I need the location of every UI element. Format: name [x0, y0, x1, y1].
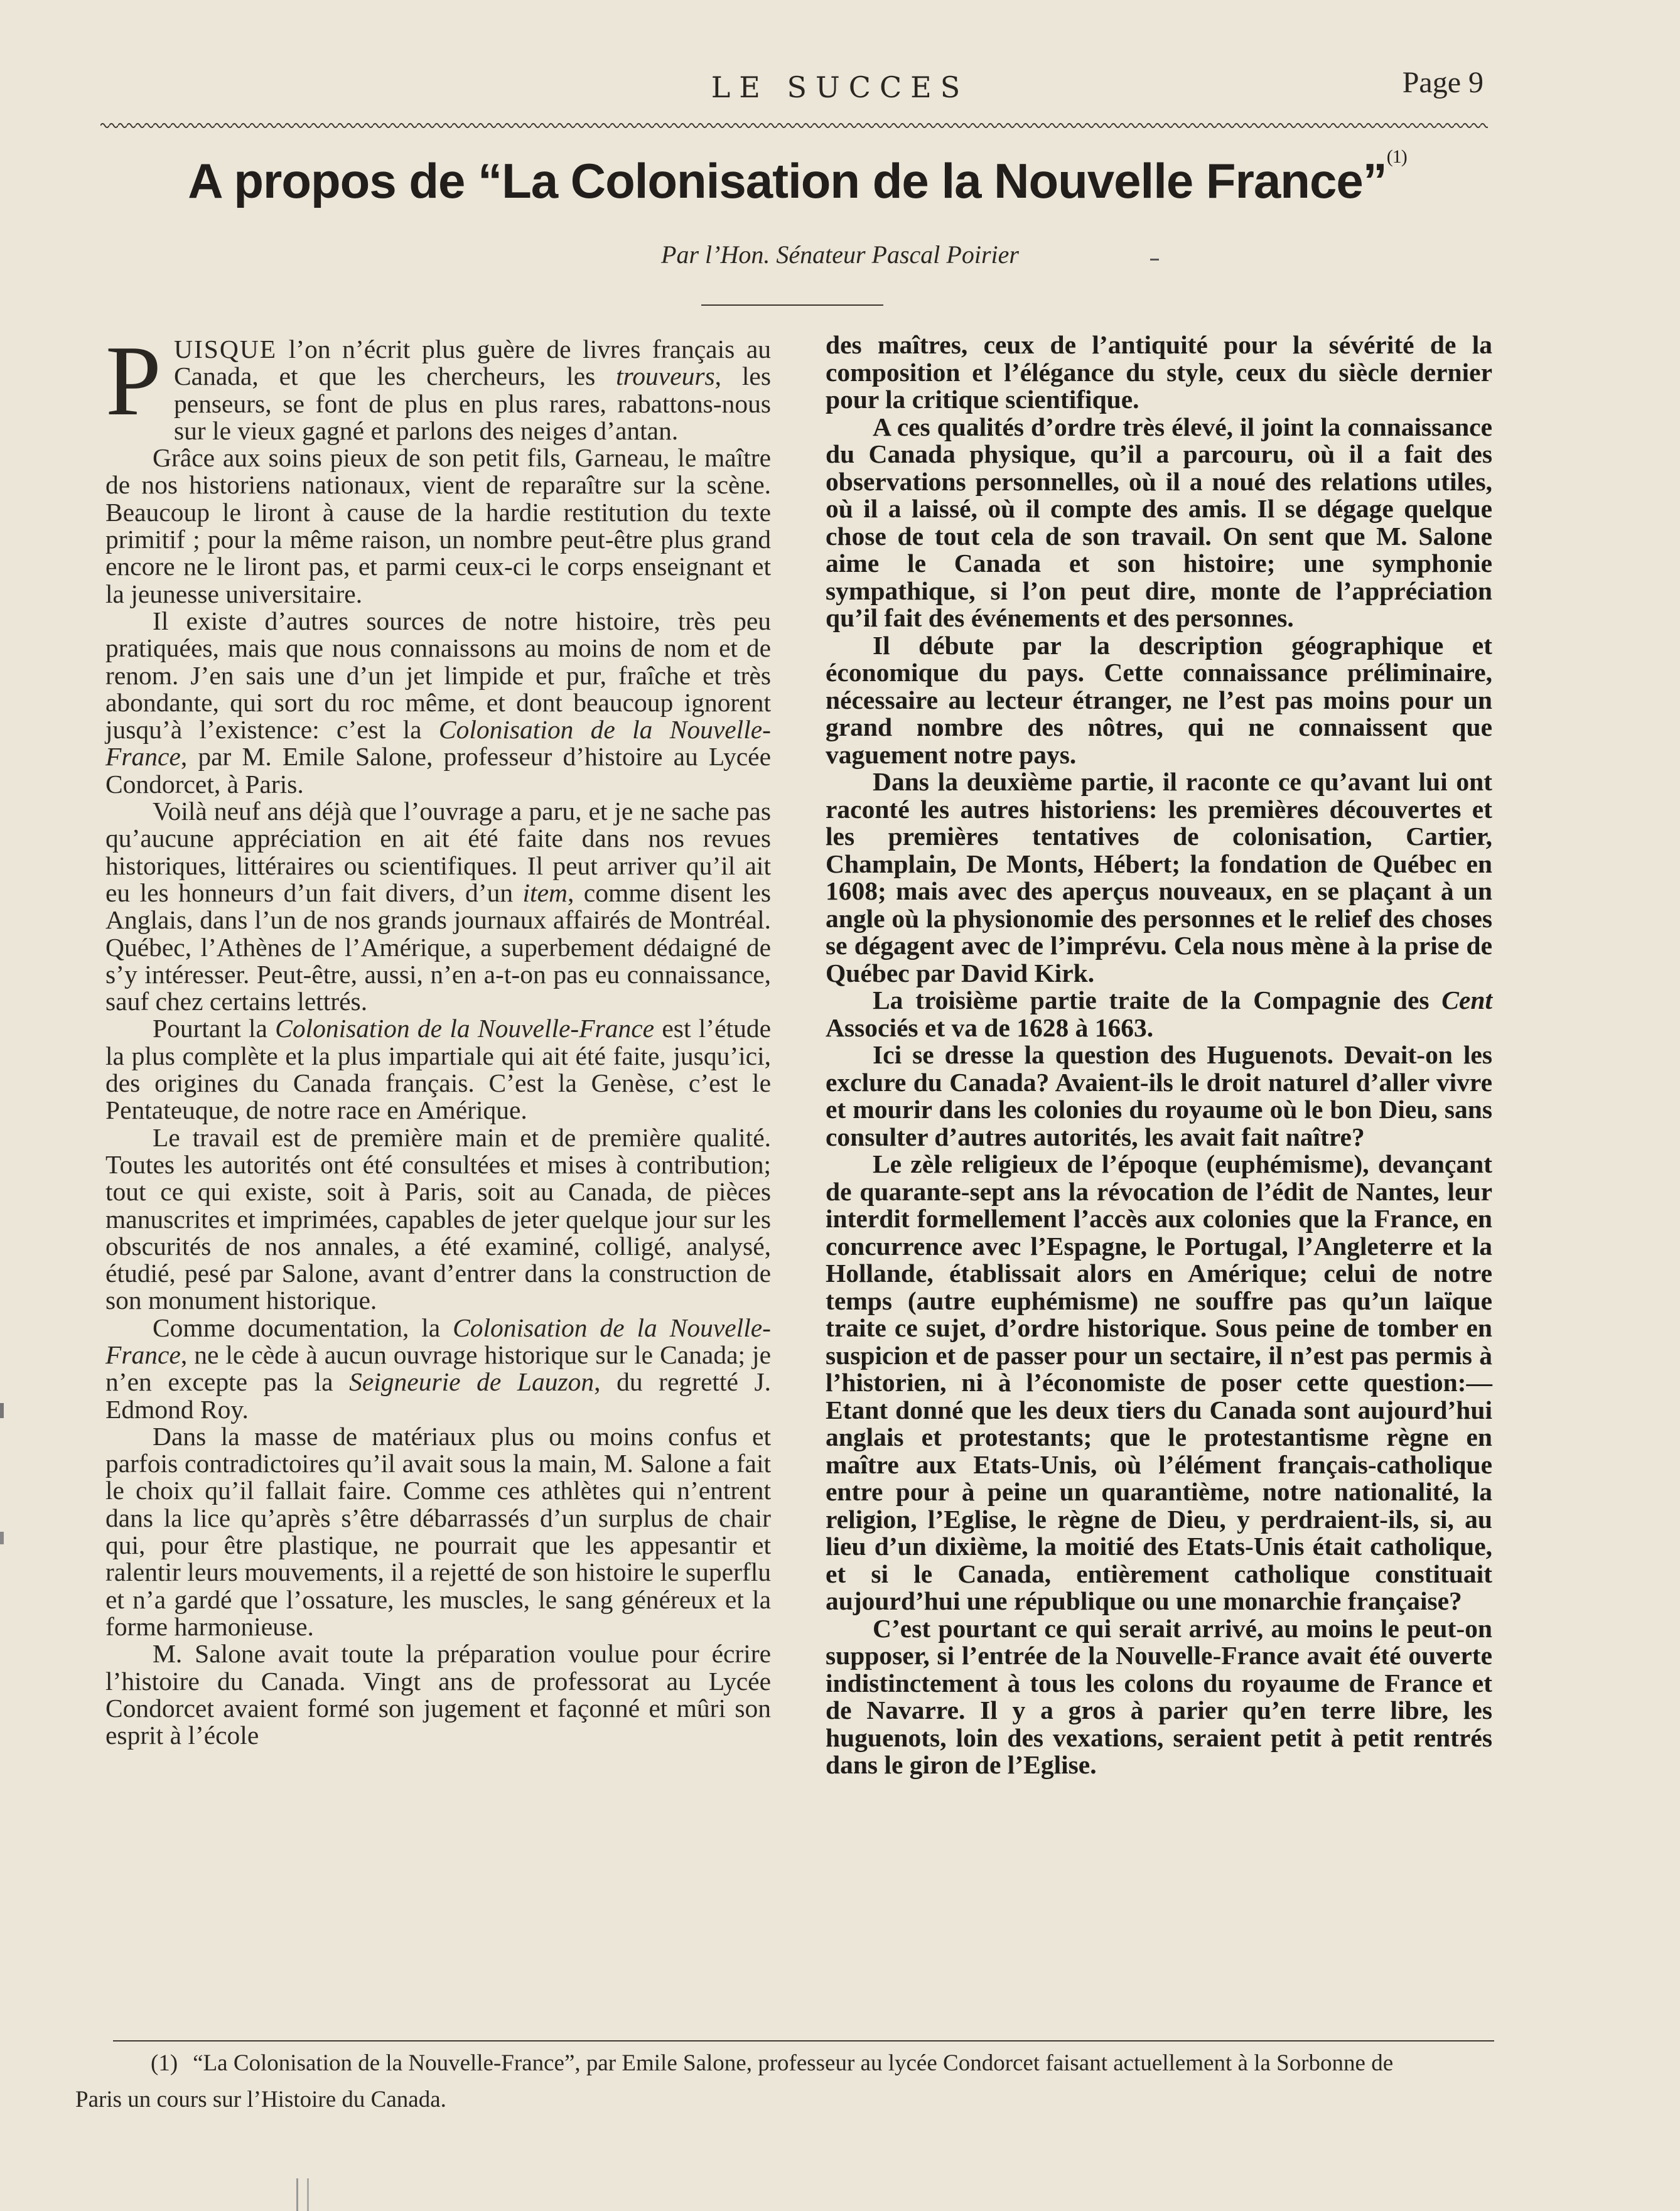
- footnote-divider: [113, 2040, 1494, 2042]
- paragraph: des maîtres, ceux de l’antiquité pour la sévérité de la composition et l’élégance du style, ceux du siècle dernier pour la critique scientifique.: [826, 330, 1492, 414]
- paragraph: La troisième partie traite de la Compagnie des Cent Associés et va de 1628 à 1663.: [826, 986, 1492, 1042]
- footnote-number: (1): [151, 2050, 178, 2076]
- paragraph: A ces qualités d’ordre très élevé, il joint la connaissance du Canada physique, qu’il a parcouru, où il a fait des observations personnelles, où il a noué des relations utiles, où il a laissé, où il compte des amis. Il se dégage quelque chose de tout cela de son travail. On sent que M. Salone aime le Canada et son histoire; une symphonie sympathique, si l’on peut dire, monte de l’appréciation qu’il fait des événements et des personnes.: [826, 412, 1492, 632]
- paragraph: Le zèle religieux de l’époque (euphémisme), devançant de quarante-sept ans la révocation de l’édit de Nantes, leur interdit formellement l’accès aux colonies que la France, en concurrence avec l’Espagne, le Portugal, l’Angleterre et la Hollande, établissait alors en Amérique; celui de notre temps (autre euphémisme) ne souffre pas qu’un laïque traite ce sujet, d’ordre historique. Sous peine de tomber en suspicion et de passer pour un sectaire, il n’est pas permis à l’historien, ni à l’économiste de poser cette question:— Etant donné que les deux tiers du Canada sont aujourd’hui anglais et protestants; que le protestantisme règne en maître aux Etats-Unis, où l’élément français-catholique entre pour à peine un quarantième, notre nationalité, la religion, l’Eglise, le règne de Dieu, y perdraient-ils, si, au lieu d’un dixième, la moitié des Etats-Unis était catholique, et si le Canada, entièrement catholique constituait aujourd’hui une république ou une monarchie française?: [826, 1149, 1492, 1615]
- header-wavy-rule: [100, 121, 1488, 131]
- paragraph: Grâce aux soins pieux de son petit fils, Garneau, le maître de nos historiens nationaux, vient de reparaître sur la scène. Beaucoup le liront à cause de la hardie restitution du texte primitif ; pour la même raison, un nombre peut-être plus grand encore ne le liront pas, et parmi ceux-ci le corps enseignant et la jeunesse universitaire.: [105, 443, 771, 608]
- paragraph: Il existe d’autres sources de notre histoire, très peu pratiquées, mais que nous connaissons au moins de nom et de renom. J’en sais une d’un jet limpide et pur, fraîche et très abondante, qui sort du roc même, et dont beaucoup ignorent jusqu’à l’existence: c’est la Colonisation de la Nouvelle-France, par M. Emile Salone, professeur d’histoire au Lycée Condorcet, à Paris.: [105, 606, 771, 799]
- magazine-title: LE SUCCES: [711, 70, 969, 104]
- paragraph: Il débute par la description géographique et économique du pays. Cette connaissance préliminaire, nécessaire au lecteur étranger, ne l’est pas moins pour un grand nombre des nôtres, qui ne connaissent que vaguement notre pays.: [826, 630, 1492, 769]
- footnote-text: “La Colonisation de la Nouvelle-France”, par Emile Salone, professeur au lycée Condorcet faisant actuellement à la Sorbonne de Paris un cours sur l’Histoire du Canada.: [75, 2050, 1394, 2112]
- paragraph: Voilà neuf ans déjà que l’ouvrage a paru, et je ne sache pas qu’aucune appréciation en ait été faite dans nos revues historiques, littéraires ou scientifiques. Il peut arriver qu’il ait eu les honneurs d’un fait divers, d’un item, comme disent les Anglais, dans l’un de nos grands journaux affairés de Montréal. Québec, l’Athènes de l’Amérique, a superbement dédaigné de s’y intéresser. Peut-être, aussi, n’en a-t-on pas eu connaissance, sauf chez certains lettrés.: [105, 797, 771, 1016]
- byline: Par l’Hon. Sénateur Pascal Poirier: [661, 240, 1019, 269]
- footnote: [75, 2045, 1394, 2118]
- page-number: Page 9: [1402, 66, 1483, 99]
- article-headline: [176, 146, 1419, 210]
- binding-mark: [296, 2178, 309, 2211]
- paragraph: Comme documentation, la Colonisation de la Nouvelle-France, ne le cède à aucun ouvrage historique sur le Canada; je n’en excepte pas la Seigneurie de Lauzon, du regretté J. Edmond Roy.: [105, 1313, 771, 1424]
- paragraph: M. Salone avait toute la préparation voulue pour écrire l’histoire du Canada. Vingt ans de professorat au Lycée Condorcet avaient formé son jugement et façonné et mûri son esprit à l’école: [105, 1639, 771, 1750]
- margin-mark: [0, 1403, 4, 1418]
- drop-cap: P: [105, 325, 161, 436]
- paragraph: Le travail est de première main et de première qualité. Toutes les autorités ont été consultées et mises à contribution; tout ce qui existe, soit à Paris, soit au Canada, de pièces manuscrites et imprimées, capables de jeter quelque jour sur les obscurités de nos annales, a été examiné, colligé, analysé, étudié, pesé par Salone, avant d’entrer dans la construction de son monument historique.: [105, 1122, 771, 1315]
- paragraph: PUISQUE l’on n’écrit plus guère de livres français au Canada, et que les chercheurs, les trouveurs, les penseurs, se font de plus en plus rares, rabattons-nous sur le vieux gagné et parlons des neiges d’antan.: [105, 325, 771, 445]
- headline-text: A propos de “La Colonisation de la Nouvelle France”: [188, 153, 1387, 208]
- paragraph: Ici se dresse la question des Huguenots. Devait-on les exclure du Canada? Avaient-ils le droit naturel d’aller vivre et mourir dans les colonies du royaume où le bon Dieu, sans consulter d’autres autorités, les avait fait naître?: [826, 1040, 1492, 1151]
- headline-divider: [701, 304, 883, 306]
- right-column: [826, 331, 1492, 1779]
- paragraph: Pourtant la Colonisation de la Nouvelle-France est l’étude la plus complète et la plus impartiale qui ait été faite, jusqu’ici, des origines du Canada français. C’est la Genèse, c’est le Pentateuque, de notre race en Amérique.: [105, 1014, 771, 1125]
- left-column: [105, 325, 771, 1750]
- margin-mark: [0, 1532, 4, 1544]
- print-mark: [1150, 259, 1159, 261]
- paragraph: C’est pourtant ce qui serait arrivé, au moins le peut-on supposer, si l’entrée de la Nouvelle-France avait été ouverte indistinctement à tous les colons du royaume de France et de Navarre. Il y a gros à parier qu’en terre libre, les huguenots, loin des vexations, seraient petit à petit rentrés dans le giron de l’Eglise.: [826, 1613, 1492, 1779]
- headline-footnote-ref: (1): [1386, 146, 1407, 167]
- paragraph: Dans la masse de matériaux plus ou moins confus et parfois contradictoires qu’il avait sous la main, M. Salone a fait le choix qu’il fallait faire. Comme ces athlètes qui n’entrent dans la lice qu’après s’être débarrassés d’un surplus de chair qui, pour être plastique, ne pourrait que les appesantir et ralentir leurs mouvements, il a rejetté de son histoire le superflu et n’a gardé que l’ossature, les muscles, le sang généreux et la forme harmonieuse.: [105, 1421, 771, 1641]
- paragraph: Dans la deuxième partie, il raconte ce qu’avant lui ont raconté les autres historiens: les premières découvertes et les premières tentatives de colonisation, Cartier, Champlain, De Monts, Hébert; la fondation de Québec en 1608; mais avec des aperçus nouveaux, en se plaçant à un angle où la physionomie des personnes et le relief des choses se dégagent avec de l’imprévu. Cela nous mène à la prise de Québec par David Kirk.: [826, 767, 1492, 987]
